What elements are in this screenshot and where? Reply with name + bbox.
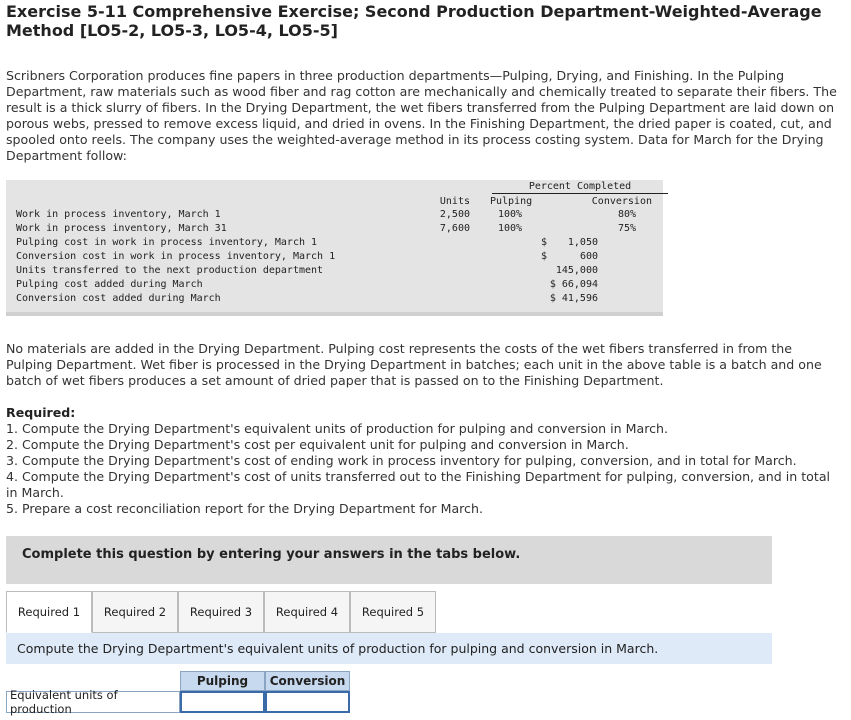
tab-prompt-text: Compute the Drying Department's equivalent units of production for pulping and conversion in March. — [17, 641, 659, 656]
conversion-equivalent-units-input[interactable] — [265, 691, 350, 713]
answer-col-conversion: Conversion — [265, 671, 350, 691]
row-pulping-pct: 100% — [497, 209, 523, 220]
tab-required-3[interactable]: Required 3 — [178, 591, 264, 633]
tab-required-4[interactable]: Required 4 — [264, 591, 350, 633]
row-label: Conversion cost added during March — [16, 293, 221, 304]
col-units-header: Units — [439, 196, 470, 207]
row-pulping-pct: 100% — [497, 223, 523, 234]
row-label: Units transferred to the next production department — [16, 265, 324, 276]
row-units: 2,500 — [439, 209, 470, 220]
row-amount: $ 41,596 — [549, 293, 598, 304]
answer-col-pulping: Pulping — [180, 671, 265, 691]
row-label: Conversion cost in work in process inventory, March 1 — [16, 251, 336, 262]
row-conversion-pct: 80% — [617, 209, 636, 220]
col-pulping-header: Pulping — [490, 196, 533, 207]
row-label: Pulping cost added during March — [16, 279, 203, 290]
department-data-table — [6, 180, 663, 316]
row-dollar-sign: $ — [541, 237, 548, 248]
required-heading: Required: — [6, 405, 76, 420]
row-dollar-sign: $ — [541, 251, 548, 262]
instruction-text: Complete this question by entering your answers in the tabs below. — [22, 547, 521, 562]
row-conversion-pct: 75% — [617, 223, 636, 234]
row-label: Work in process inventory, March 31 — [16, 223, 227, 234]
row-amount: $ 66,094 — [549, 279, 598, 290]
instruction-banner — [6, 536, 772, 584]
col-conversion-header: Conversion — [591, 196, 652, 207]
row-label: Work in process inventory, March 1 — [16, 209, 221, 220]
required-item: 1. Compute the Drying Department's equivalent units of production for pulping and conversion in March. — [6, 421, 669, 436]
required-item: 2. Compute the Drying Department's cost per equivalent unit for pulping and conversion in March. — [6, 437, 629, 452]
percent-completed-header: Percent Completed — [528, 181, 632, 192]
row-amount: 600 — [579, 251, 598, 262]
answer-table — [6, 671, 350, 716]
row-label: Pulping cost in work in process inventory, March 1 — [16, 237, 318, 248]
exercise-title: Exercise 5-11 Comprehensive Exercise; Second Production Department-Weighted-Average Method [LO5-2, LO5-3, LO5-4, LO5-5] — [6, 2, 822, 40]
row-amount: 1,050 — [567, 237, 598, 248]
table-bottom-rule — [6, 312, 663, 316]
required-item: 5. Prepare a cost reconciliation report for the Drying Department for March. — [6, 501, 483, 516]
answer-row-label: Equivalent units of production — [6, 691, 180, 713]
tab-required-1[interactable]: Required 1 — [6, 591, 92, 633]
tab-required-5[interactable]: Required 5 — [350, 591, 436, 633]
materials-note-paragraph: No materials are added in the Drying Department. Pulping cost represents the costs of the wet fibers transferred in from the Pulping Department. Wet fiber is processed in the Drying Department in batches; each unit in the above table is a batch and one batch of wet fibers produces a set amount of dried paper that is passed on to the Finishing Department. — [6, 341, 822, 388]
required-list — [6, 405, 841, 517]
row-units: 7,600 — [439, 223, 470, 234]
row-amount: 145,000 — [555, 265, 598, 276]
required-item: 3. Compute the Drying Department's cost of ending work in process inventory for pulping, conversion, and in total for March. — [6, 453, 797, 468]
required-item: 4. Compute the Drying Department's cost of units transferred out to the Finishing Department for pulping, conversion, and in total in March. — [6, 469, 831, 500]
tab-prompt-bar — [6, 633, 772, 664]
header-rule — [492, 193, 668, 194]
pulping-equivalent-units-input[interactable] — [180, 691, 265, 713]
intro-paragraph: Scribners Corporation produces fine papers in three production departments—Pulping, Drying, and Finishing. In the Pulping Department, raw materials such as wood fiber and rag cotton are mechanically and chemically treated to separate their fibers. The result is a thick slurry of fibers. In the Drying Department, the wet fibers transferred from the Pulping Department are laid down on porous webs, pressed to remove excess liquid, and dried in ovens. In the Finishing Department, the dried paper is coated, cut, and spooled onto reels. The company uses the weighted-average method in its process costing system. Data for March for the Drying Department follow: — [6, 68, 837, 163]
tab-required-2[interactable]: Required 2 — [92, 591, 178, 633]
